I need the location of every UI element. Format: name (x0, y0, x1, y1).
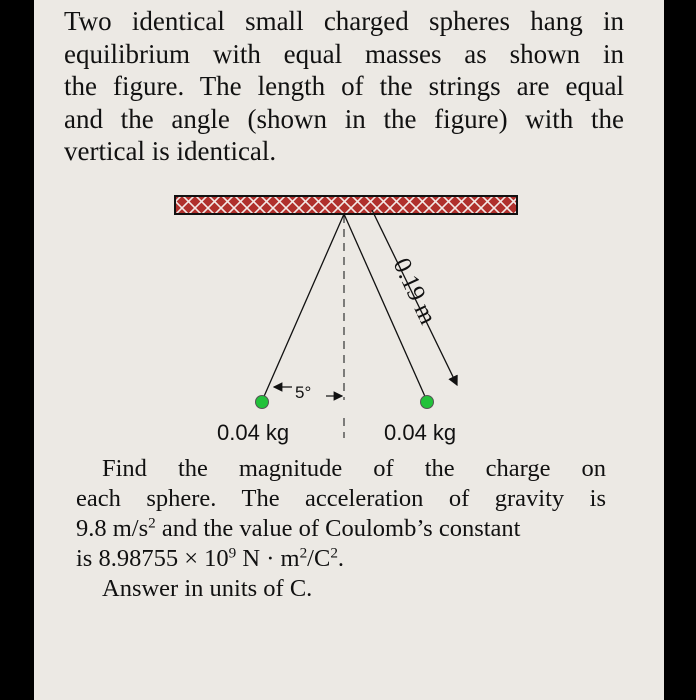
left-string (262, 214, 344, 401)
right-sphere (421, 396, 434, 409)
question-line (76, 544, 606, 574)
question-line: Find the magnitude of the charge on (102, 455, 606, 482)
string-length-label: 0.19 m (387, 254, 442, 329)
gravity-exponent: 2 (148, 514, 156, 532)
unit-exponent: 2 (299, 544, 308, 562)
question-text: and the value of Coulomb’s constant (155, 515, 521, 542)
unit-text: . (337, 545, 345, 572)
angle-label: 5° (295, 383, 312, 402)
intro-line: Two identical small charged spheres hang in (64, 6, 624, 36)
intro-line: vertical is identical. (64, 136, 277, 166)
intro-line: equilibrium with equal masses as shown in (64, 38, 624, 69)
unit-exponent: 2 (330, 544, 338, 562)
left-mass-label: 0.04 kg (217, 420, 290, 445)
right-mass-label: 0.04 kg (384, 420, 457, 445)
gravity-value: 9.8 m/s (76, 515, 149, 542)
intro-line: the figure. The length of the strings are equal (64, 71, 624, 101)
intro-line: and the angle (shown in the figure) with the (64, 103, 624, 134)
question-line (76, 514, 606, 544)
question-line: Answer in units of C. (102, 575, 313, 602)
coulomb-exponent: 9 (228, 544, 237, 562)
question-line: each sphere. The acceleration of gravity is (76, 485, 606, 512)
unit-text: /C (307, 545, 331, 572)
coulomb-value: is 8.98755 × 10 (76, 545, 229, 572)
unit-text: N · m (236, 545, 300, 572)
ceiling-hatch (176, 197, 516, 213)
left-sphere (256, 396, 269, 409)
problem-question (76, 454, 606, 604)
